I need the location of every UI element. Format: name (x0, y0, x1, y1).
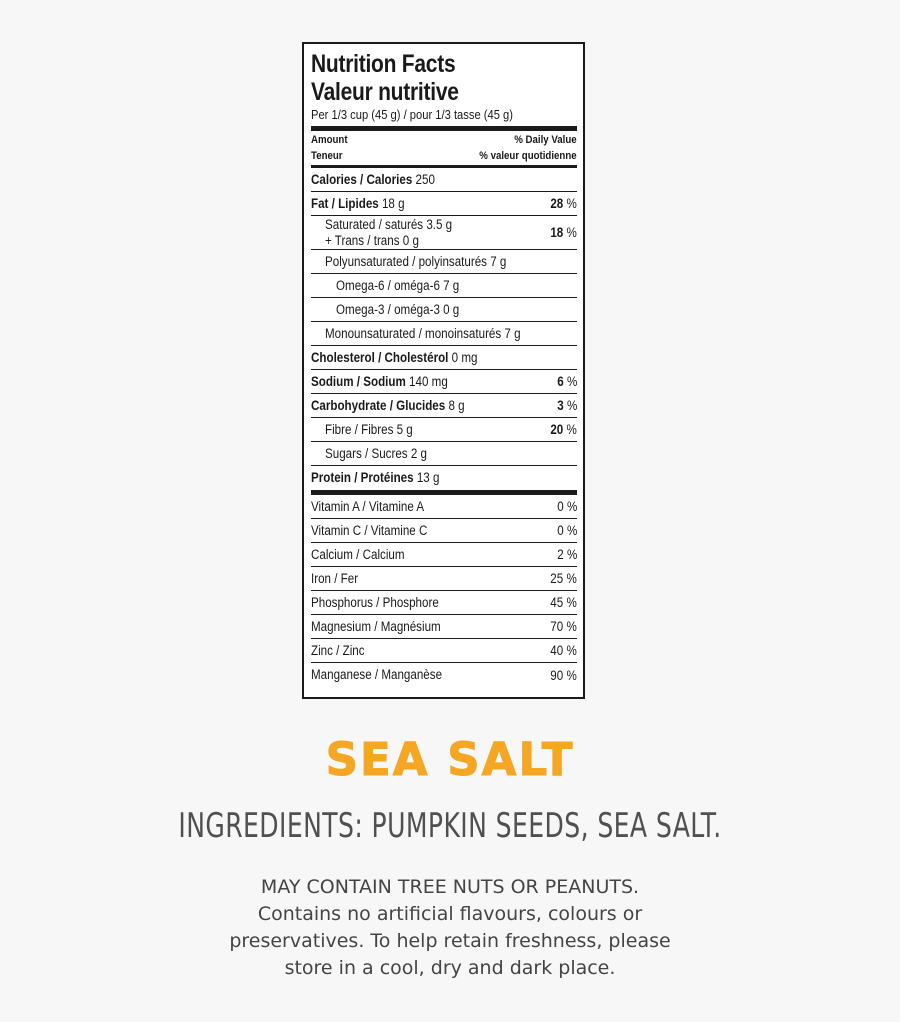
vitamin-value: 45 % (550, 595, 577, 610)
vitamin-value: 0 % (556, 499, 577, 514)
sodium-pct: % (566, 374, 577, 389)
fat-name: Fat / Lipides (311, 195, 379, 211)
allergen-notice (190, 874, 710, 982)
vitamin-name: Vitamin C / Vitamine C (311, 522, 428, 538)
notice-line-2: Contains no artificial flavours, colours or (257, 903, 643, 925)
omega3-text: Omega-3 / oméga-3 0 g (336, 301, 460, 317)
row-fat (311, 192, 577, 216)
vitamin-row (311, 543, 577, 567)
vitamin-name: Calcium / Calcium (311, 546, 405, 562)
protein-name: Protein / Protéines (311, 470, 414, 485)
header-dv-en: % Daily Value (514, 134, 577, 146)
vitamin-name: Magnesium / Magnésium (311, 618, 441, 634)
label-title-fr: Valeur nutritive (311, 78, 459, 106)
row-sugars (311, 442, 577, 466)
vitamin-value: 40 % (550, 643, 577, 658)
row-sodium (311, 370, 577, 394)
vitamin-row (311, 639, 577, 663)
row-omega6 (311, 274, 577, 298)
label-title-en: Nutrition Facts (311, 50, 456, 78)
notice-line-4: store in a cool, dry and dark place. (284, 957, 616, 979)
vitamin-name: Iron / Fer (311, 570, 359, 586)
row-polyunsaturated (311, 250, 577, 274)
sodium-name: Sodium / Sodium (311, 373, 406, 389)
row-saturated (311, 216, 577, 250)
vitamin-row (311, 615, 577, 639)
row-cholesterol (311, 346, 577, 370)
vitamin-row (311, 567, 577, 591)
vitamin-row (311, 591, 577, 615)
fat-amount: 18 g (381, 195, 405, 211)
carbohydrate-amount: 8 g (448, 397, 465, 413)
calories-amount: 250 (415, 171, 435, 187)
vitamin-value: 70 % (550, 619, 577, 634)
omega6-text: Omega-6 / oméga-6 7 g (336, 277, 460, 293)
notice-line-1: MAY CONTAIN TREE NUTS OR PEANUTS. (260, 876, 640, 898)
row-monounsaturated (311, 322, 577, 346)
vitamin-name: Vitamin A / Vitamine A (311, 498, 425, 514)
vitamin-value: 25 % (550, 571, 577, 586)
row-fibre (311, 418, 577, 442)
fibre-text: Fibre / Fibres 5 g (325, 421, 413, 437)
row-protein (311, 466, 577, 490)
saturated-dv: 18 (550, 225, 564, 240)
vitamin-name: Manganese / Manganèse (311, 667, 443, 682)
sodium-amount: 140 mg (409, 373, 448, 389)
flavor-name: SEA SALT (325, 733, 575, 786)
ingredients-text: INGREDIENTS: PUMPKIN SEEDS, SEA SALT. (178, 806, 722, 846)
notice-line-3: preservatives. To help retain freshness, please (229, 930, 671, 952)
carbohydrate-pct: % (566, 398, 577, 413)
poly-text: Polyunsaturated / polyinsaturés 7 g (325, 253, 507, 269)
header-dv-fr: % valeur quotidienne (479, 150, 577, 162)
saturated-line1: Saturated / saturés 3.5 g (325, 216, 453, 232)
fibre-dv: 20 (550, 422, 564, 437)
header-amount-fr: Teneur (311, 150, 343, 162)
sugars-text: Sugars / Sucres 2 g (325, 445, 427, 461)
row-calories (311, 168, 577, 192)
column-header (311, 131, 577, 165)
vitamin-value: 0 % (556, 523, 577, 538)
fat-pct: % (566, 196, 577, 211)
vitamin-name: Zinc / Zinc (311, 642, 365, 658)
row-omega3 (311, 298, 577, 322)
vitamin-name: Phosphorus / Phosphore (311, 594, 439, 610)
fat-dv: 28 (550, 196, 564, 211)
mono-text: Monounsaturated / monoinsaturés 7 g (325, 325, 521, 341)
row-carbohydrate (311, 394, 577, 418)
vitamin-value: 90 % (550, 667, 577, 683)
cholesterol-name: Cholesterol / Cholestérol (311, 349, 449, 365)
nutrition-facts-label (302, 42, 585, 699)
saturated-line2: + Trans / trans 0 g (325, 232, 419, 248)
carbohydrate-name: Carbohydrate / Glucides (311, 397, 446, 413)
cholesterol-amount: 0 mg (451, 349, 478, 365)
calories-name: Calories / Calories (311, 171, 413, 187)
sodium-dv: 6 (556, 374, 564, 389)
vitamin-row (311, 663, 577, 687)
vitamin-value: 2 % (556, 547, 577, 562)
vitamin-row (311, 519, 577, 543)
fibre-pct: % (566, 422, 577, 437)
vitamin-mineral-list (311, 495, 577, 687)
protein-amount: 13 g (416, 470, 440, 485)
vitamin-row (311, 495, 577, 519)
serving-size: Per 1/3 cup (45 g) / pour 1/3 tasse (45 g) (311, 107, 513, 122)
carbohydrate-dv: 3 (556, 398, 564, 413)
header-amount-en: Amount (311, 134, 348, 146)
saturated-pct: % (566, 225, 577, 240)
